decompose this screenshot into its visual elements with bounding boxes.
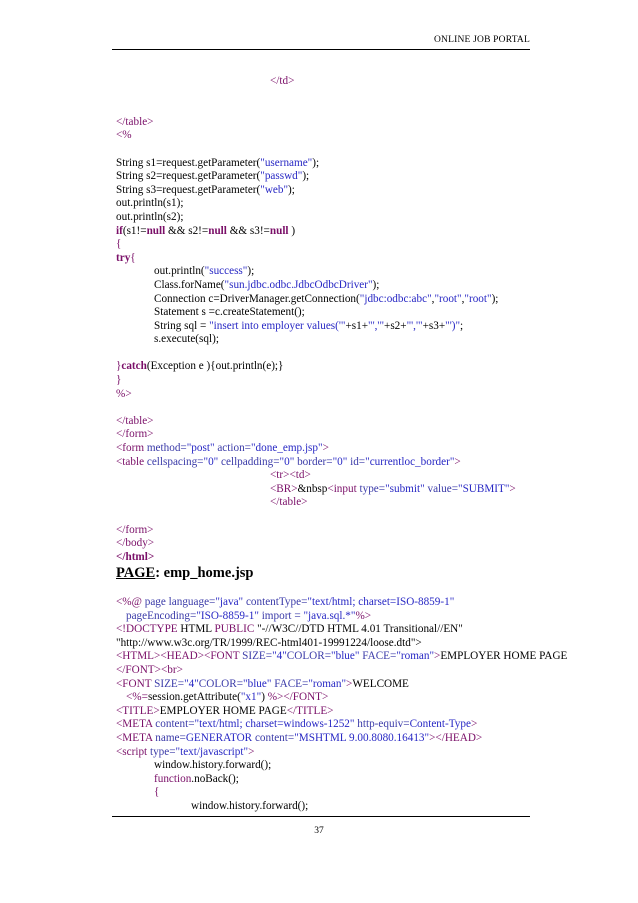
code-token: SIZE= — [242, 650, 273, 663]
code-line — [116, 773, 546, 787]
code-line — [116, 456, 546, 470]
code-token: +s1+ — [345, 319, 369, 332]
code-token: ); — [372, 278, 380, 291]
code-token: <br> — [160, 663, 183, 676]
code-token: ></HEAD> — [429, 731, 483, 744]
code-line — [116, 129, 546, 143]
code-line — [116, 157, 546, 171]
code-token: > — [454, 455, 461, 468]
code-token: GENERATOR — [185, 731, 255, 744]
code-line — [116, 537, 546, 551]
code-token: } — [116, 360, 122, 373]
code-token: %> — [355, 609, 372, 622]
code-token: EMPLOYER HOME PAGE — [440, 650, 568, 663]
code-token: <META — [116, 731, 156, 744]
code-token: <tr><td> — [270, 469, 311, 482]
code-token: type= — [359, 482, 386, 495]
code-token: "done_emp.jsp" — [250, 442, 323, 455]
code-token: "blue" — [243, 677, 272, 690]
code-token: ); — [491, 292, 499, 305]
code-token: (Exception e ){out.println(e);} — [146, 360, 284, 373]
code-block-servlet — [116, 75, 546, 564]
code-token: window.history.forward(); — [191, 799, 309, 812]
code-line — [116, 333, 546, 347]
code-token: } — [116, 374, 122, 387]
code-token: "text/html; charset=windows-1252" — [194, 718, 355, 731]
code-token: id= — [347, 455, 366, 468]
code-line — [116, 623, 546, 637]
code-token: <TITLE> — [116, 704, 160, 717]
section-heading-label: PAGE — [116, 565, 156, 581]
code-token: </table> — [116, 115, 154, 128]
code-line — [116, 374, 546, 388]
code-line — [116, 524, 546, 538]
code-token: "web" — [260, 183, 289, 196]
code-line — [116, 610, 546, 624]
code-token: catch — [121, 360, 147, 373]
code-token: Connection c=DriverManager.getConnection( — [154, 292, 360, 305]
code-line — [116, 469, 546, 483]
code-token: "4" — [184, 677, 199, 690]
code-line — [116, 238, 546, 252]
code-token: "java.sql.*" — [303, 609, 356, 622]
code-token: FACE= — [271, 677, 309, 690]
code-token: "roman" — [308, 677, 347, 690]
code-token: out.println( — [154, 265, 205, 278]
code-token: "roman" — [396, 650, 435, 663]
code-token: SIZE= — [154, 677, 185, 690]
code-token: </FONT> — [116, 663, 161, 676]
code-token: HTML — [180, 623, 215, 636]
code-token: String s3=request.getParameter( — [116, 183, 261, 196]
code-line — [116, 442, 546, 456]
section-heading-filename: : emp_home.jsp — [155, 565, 254, 581]
code-token: <HTML><HEAD><FONT — [116, 650, 243, 663]
code-line — [116, 415, 546, 429]
code-line — [116, 116, 546, 130]
code-token: "MSHTML 9.00.8080.16413" — [294, 731, 430, 744]
code-token: && s2!= — [165, 224, 209, 237]
code-token: border= — [294, 455, 333, 468]
code-token: </html> — [116, 550, 155, 563]
code-token: "text/html; charset=ISO-8859-1" — [307, 596, 455, 608]
code-token: > — [470, 718, 478, 731]
code-token: <% — [116, 129, 132, 142]
code-token: <%@ — [116, 596, 145, 608]
blank-line — [116, 89, 546, 103]
code-token: action= — [214, 442, 251, 455]
code-token: <FONT — [116, 677, 155, 690]
code-token: "-//W3C//DTD HTML 4.01 Transitional//EN" — [257, 623, 463, 636]
code-token: String s1=request.getParameter( — [116, 156, 261, 169]
code-token: "','" — [406, 319, 423, 332]
code-token: </table> — [116, 414, 154, 427]
code-token: "blue" — [331, 650, 360, 663]
code-token: contentType= — [243, 596, 308, 608]
code-token: FACE= — [359, 650, 397, 663]
code-token: cellspacing= — [146, 455, 204, 468]
code-token: null — [146, 224, 166, 237]
code-line — [116, 197, 546, 211]
code-token: "post" — [186, 442, 215, 455]
code-block-emp-home — [116, 596, 568, 814]
code-line — [116, 388, 546, 402]
code-line — [116, 293, 546, 307]
code-token: "currentloc_border" — [365, 455, 455, 468]
code-token: "root" — [434, 292, 462, 305]
code-line — [116, 705, 546, 719]
code-token: try — [116, 251, 131, 264]
code-line — [116, 306, 546, 320]
code-token: "','" — [368, 319, 385, 332]
code-line — [116, 691, 546, 705]
code-token: "jdbc:odbc:abc" — [359, 292, 432, 305]
code-token: , — [431, 292, 435, 305]
code-token: COLOR= — [198, 677, 244, 690]
code-token: ); — [288, 183, 295, 196]
code-token: && s3!= — [226, 224, 270, 237]
code-token: <BR> — [270, 482, 298, 495]
code-token: PUBLIC — [214, 623, 258, 636]
code-token: "0" — [279, 455, 295, 468]
code-token: pageEncoding= — [126, 609, 197, 622]
code-token: content= — [254, 731, 295, 744]
code-token: +s3+ — [422, 319, 446, 332]
code-token: </table> — [270, 496, 308, 509]
footer-rule — [112, 816, 530, 817]
code-token: ) — [261, 691, 268, 704]
code-token: "insert into employer values('" — [209, 319, 346, 332]
code-line — [116, 483, 546, 497]
code-line — [116, 759, 546, 773]
code-token: null — [269, 224, 289, 237]
code-line — [116, 551, 546, 565]
code-line — [116, 211, 546, 225]
code-token: </FONT> — [283, 691, 329, 704]
code-token: "success" — [204, 265, 248, 278]
code-line — [116, 265, 546, 279]
code-line — [116, 786, 546, 800]
code-token: ); — [312, 156, 320, 169]
code-line — [116, 718, 546, 732]
code-token: <form — [116, 442, 147, 455]
running-header: ONLINE JOB PORTAL — [433, 35, 530, 45]
code-token: > — [434, 650, 441, 663]
code-token: ; — [460, 319, 464, 332]
code-token: +s2+ — [384, 319, 407, 332]
code-token: COLOR= — [286, 650, 332, 663]
code-token: EMPLOYER HOME PAGE — [159, 704, 287, 717]
code-token: content= — [155, 718, 195, 731]
code-token: %> — [267, 691, 284, 704]
code-token: name= — [155, 731, 186, 744]
code-token: WELCOME — [352, 677, 409, 690]
code-token: "0" — [332, 455, 348, 468]
code-token: http-equiv= — [354, 718, 410, 731]
code-line — [116, 496, 546, 510]
code-token: null — [208, 224, 227, 237]
code-token: "passwd" — [260, 170, 303, 183]
section-heading — [116, 567, 253, 581]
code-token: <!DOCTYPE — [116, 623, 181, 636]
code-token: "ISO-8859-1" — [196, 609, 259, 622]
blank-line — [116, 401, 546, 415]
code-token: { — [154, 786, 160, 799]
code-token: ); — [247, 265, 255, 278]
code-token: > — [346, 677, 353, 690]
code-token: "username" — [260, 156, 313, 169]
code-token: session.getAttribute( — [147, 691, 241, 704]
code-line — [116, 637, 546, 651]
code-token: String sql = — [154, 319, 210, 332]
code-line — [116, 225, 546, 239]
code-token: type= — [149, 745, 176, 758]
code-token: language= — [168, 596, 216, 608]
code-token: "java" — [215, 596, 244, 608]
code-line — [116, 170, 546, 184]
code-line — [116, 664, 546, 678]
blank-line — [116, 143, 546, 157]
code-token: ) — [288, 224, 296, 237]
code-line — [116, 746, 546, 760]
code-token: %> — [116, 387, 132, 400]
code-token: { — [130, 251, 136, 264]
code-token: out.println(s1); — [116, 197, 184, 210]
code-token: value= — [424, 482, 459, 495]
code-token: { — [116, 238, 122, 251]
code-token: String s2=request.getParameter( — [116, 170, 261, 183]
code-token: <%= — [126, 691, 148, 704]
code-token: function — [154, 772, 192, 785]
code-token: "http://www.w3c.org/TR/1999/REC-html401-19991224/loose.dtd"> — [116, 636, 422, 649]
code-line — [116, 596, 546, 610]
code-token: Statement s =c.createStatement(); — [154, 306, 305, 319]
code-token: "root" — [464, 292, 492, 305]
code-token: window.history.forward(); — [154, 759, 272, 772]
code-token: .noBack(); — [191, 772, 239, 785]
blank-line — [116, 102, 546, 116]
code-token: (s1!= — [122, 224, 147, 237]
header-rule — [112, 49, 530, 50]
code-token: > — [248, 745, 255, 758]
code-token: "4" — [272, 650, 287, 663]
code-line — [116, 732, 546, 746]
code-line — [116, 252, 546, 266]
code-token: &nbsp — [297, 482, 328, 495]
code-token: > — [509, 482, 516, 495]
code-token: </body> — [116, 537, 155, 550]
page-number: 37 — [314, 826, 324, 836]
code-token: Class.forName( — [154, 278, 225, 291]
code-line — [116, 650, 568, 664]
code-token: <input — [327, 482, 360, 495]
code-token: if — [116, 224, 123, 237]
code-line — [116, 279, 546, 293]
code-line — [116, 75, 546, 89]
code-token: method= — [146, 442, 187, 455]
code-token: </TITLE> — [286, 704, 334, 717]
code-token: </form> — [116, 523, 154, 536]
code-token: page — [144, 596, 169, 608]
code-token: "SUBMIT" — [458, 482, 510, 495]
blank-line — [116, 510, 546, 524]
code-token: "submit" — [385, 482, 425, 495]
code-line — [116, 428, 546, 442]
code-token: "')" — [445, 319, 461, 332]
code-token: <table — [116, 455, 147, 468]
code-token: > — [322, 442, 329, 455]
code-token: Content-Type — [409, 718, 471, 731]
code-token: import = — [258, 609, 304, 622]
code-token: cellpadding= — [218, 455, 280, 468]
code-token: </form> — [116, 428, 154, 441]
code-line — [116, 678, 546, 692]
code-line — [116, 320, 546, 334]
code-token: , — [461, 292, 465, 305]
code-token: "x1" — [240, 691, 262, 704]
code-token: out.println(s2); — [116, 210, 184, 223]
code-token: "text/javascript" — [175, 745, 249, 758]
code-token: s.execute(sql); — [154, 333, 219, 346]
code-token: "0" — [203, 455, 219, 468]
code-line — [116, 360, 546, 374]
code-line — [116, 184, 546, 198]
code-line — [116, 800, 546, 814]
code-token: <script — [116, 745, 150, 758]
code-token: <META — [116, 718, 156, 731]
code-token: </td> — [270, 75, 295, 87]
code-token: "sun.jdbc.odbc.JdbcOdbcDriver" — [224, 278, 373, 291]
code-token: ); — [302, 170, 310, 183]
blank-line — [116, 347, 546, 361]
